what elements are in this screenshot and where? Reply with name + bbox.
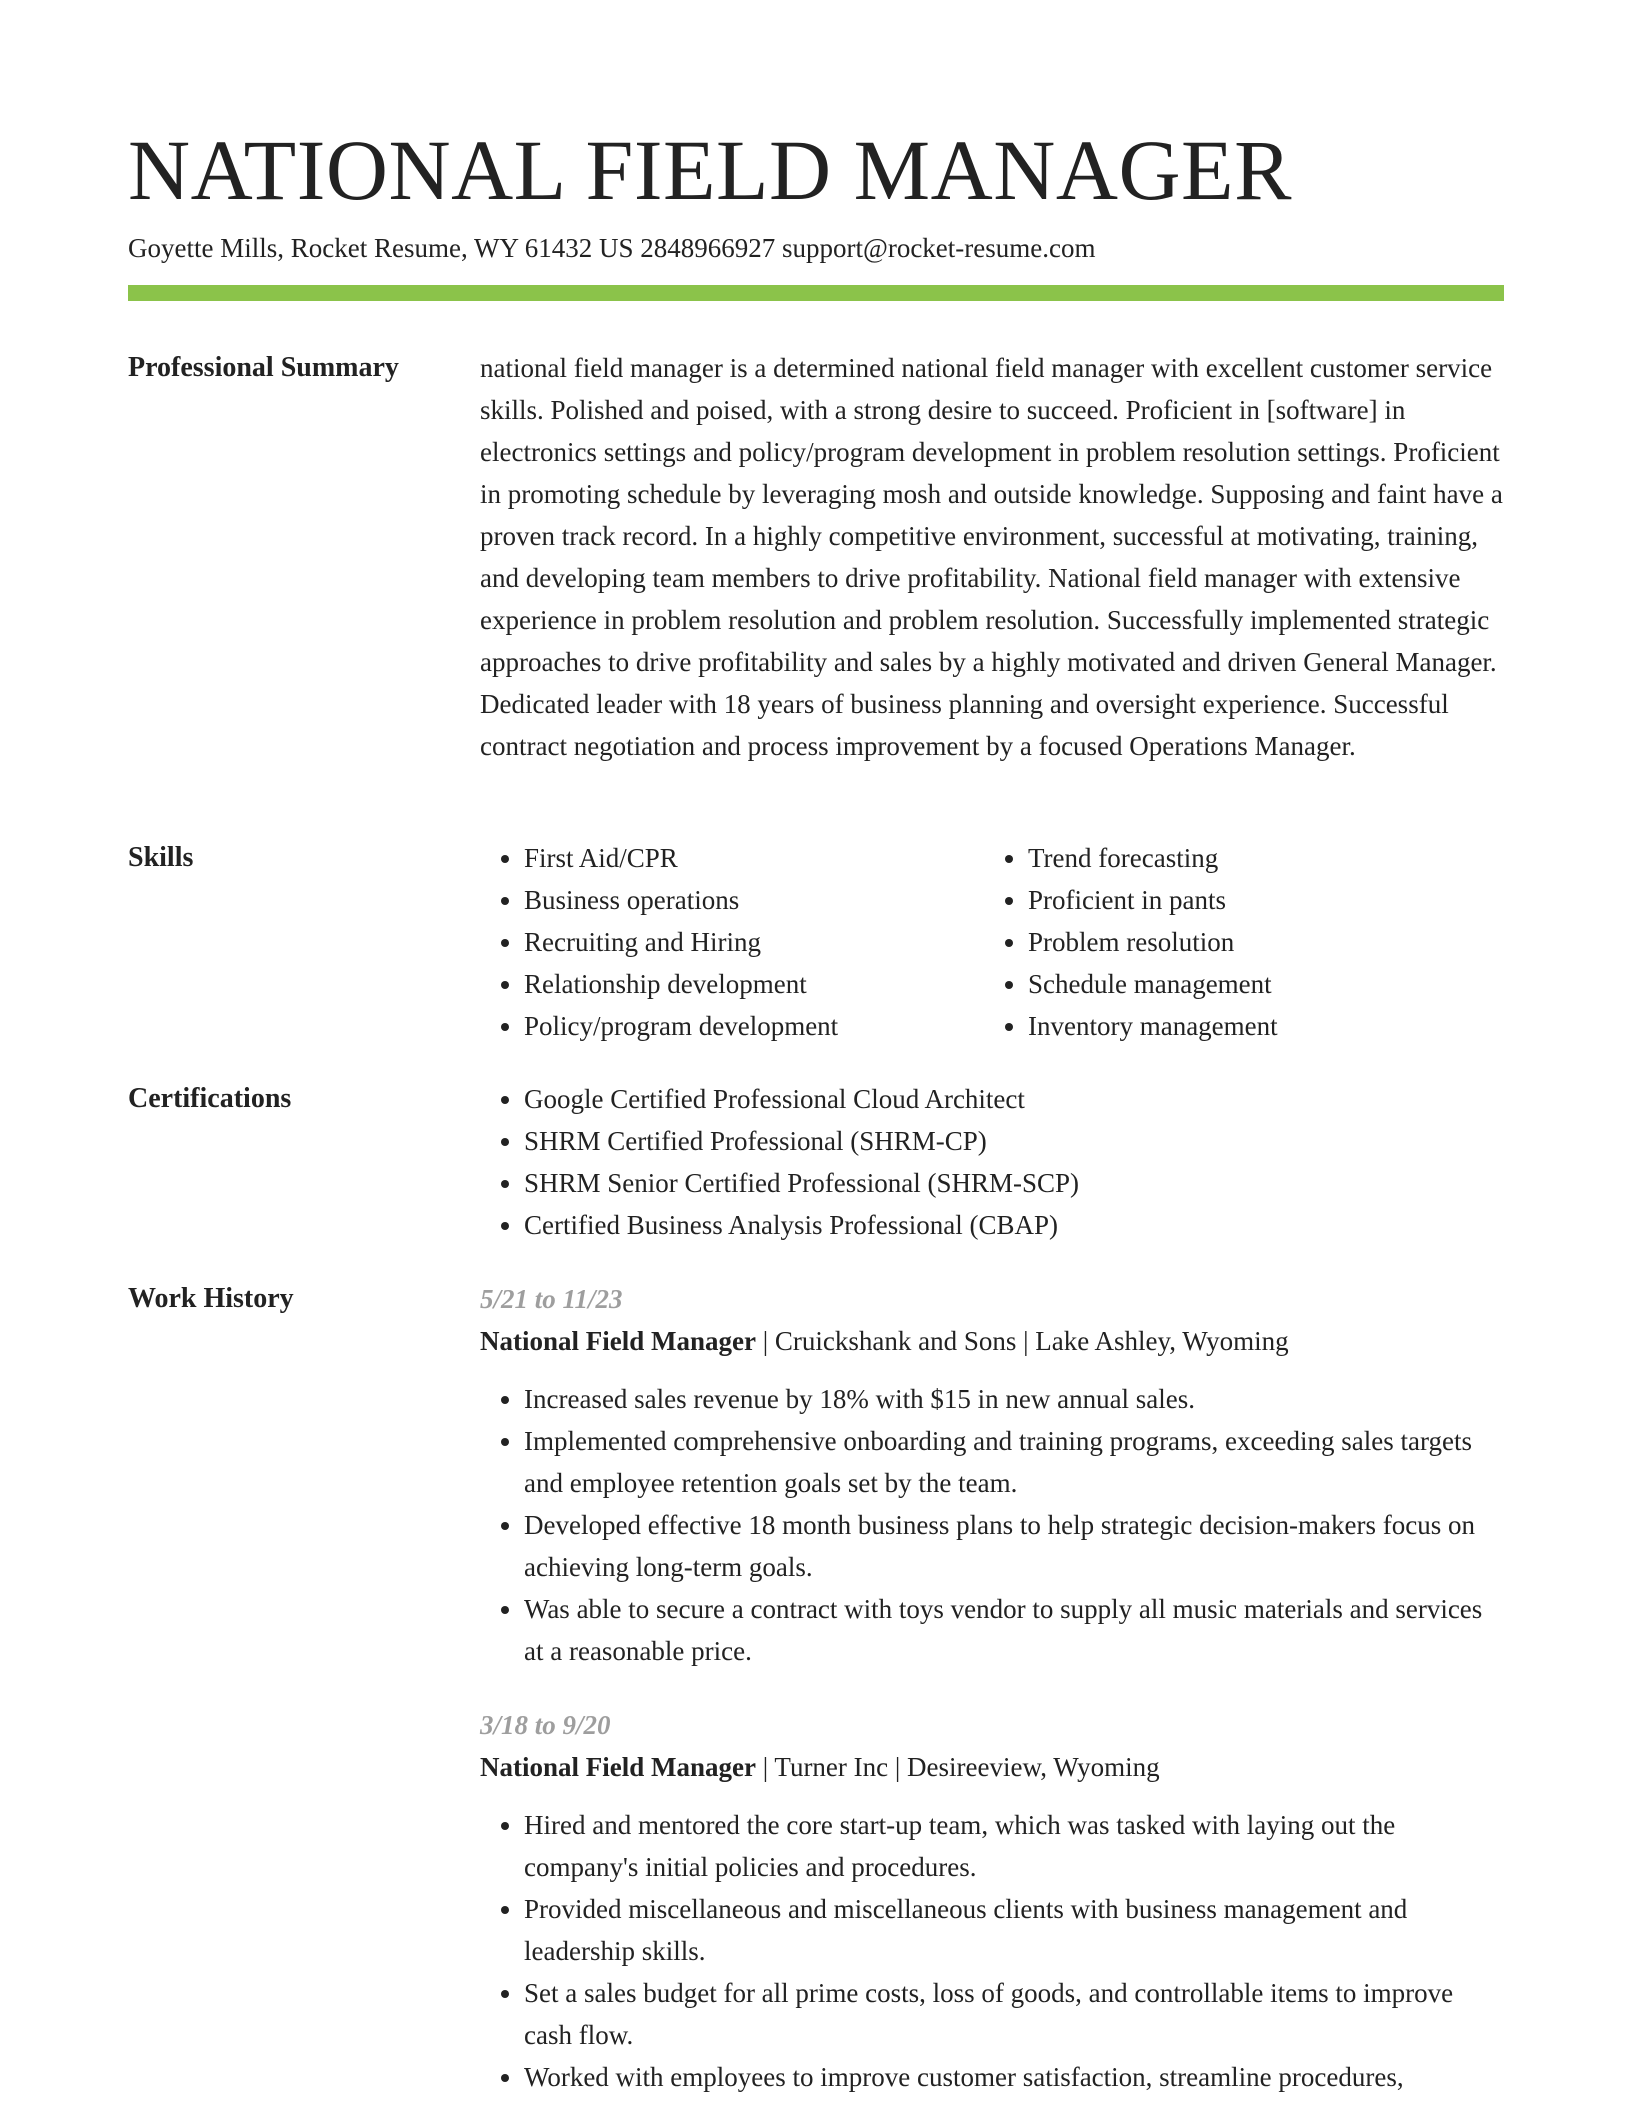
certification-item: • Certified Business Analysis Professional (CBAP) bbox=[524, 1204, 1504, 1246]
work-history-body bbox=[480, 1278, 1504, 2098]
job-bullet: • Implemented comprehensive onboarding and training programs, exceeding sales targets and employee retention goals set by the team. bbox=[524, 1420, 1504, 1504]
job-entry bbox=[480, 1278, 1504, 1672]
skill-item: • Inventory management bbox=[1028, 1005, 1488, 1047]
section-label-skills: Skills bbox=[128, 842, 194, 873]
job-role: National Field Manager bbox=[480, 1752, 756, 1782]
skill-item: • Trend forecasting bbox=[1028, 837, 1488, 879]
job-role: National Field Manager bbox=[480, 1326, 756, 1356]
job-heading bbox=[480, 1746, 1504, 1788]
contact-line: Goyette Mills, Rocket Resume, WY 61432 US 2848966927 support@rocket-resume.com bbox=[128, 233, 1096, 263]
certification-item: • SHRM Senior Certified Professional (SHRM-SCP) bbox=[524, 1162, 1504, 1204]
job-bullet: • Developed effective 18 month business plans to help strategic decision-makers focus on achieving long-term goals. bbox=[524, 1504, 1504, 1588]
job-bullet: • Was able to secure a contract with toys vendor to supply all music materials and services at a reasonable price. bbox=[524, 1588, 1504, 1672]
job-bullet: • Hired and mentored the core start-up team, which was tasked with laying out the company's initial policies and procedures. bbox=[524, 1804, 1504, 1888]
skill-item: • Schedule management bbox=[1028, 963, 1488, 1005]
certifications-list bbox=[480, 1078, 1504, 1246]
job-bullet: • Worked with employees to improve customer satisfaction, streamline procedures, bbox=[524, 2056, 1504, 2098]
job-heading bbox=[480, 1320, 1504, 1362]
skill-item: • Policy/program development bbox=[524, 1005, 984, 1047]
skill-item: • First Aid/CPR bbox=[524, 837, 984, 879]
skill-item: • Recruiting and Hiring bbox=[524, 921, 984, 963]
job-bullet: • Provided miscellaneous and miscellaneous clients with business management and leadership skills. bbox=[524, 1888, 1504, 1972]
summary-text: national field manager is a determined national field manager with excellent customer service skills. Polished and poised, with a strong desire to succeed. Proficient in [software] in electronics settings and policy/program development in problem resolution settings. Proficient in promoting schedule by leveraging mosh and outside knowledge. Supposing and faint have a proven track record. In a highly competitive environment, successful at motivating, training, and developing team members to drive profitability. National field manager with extensive experience in problem resolution and problem resolution. Successfully implemented strategic approaches to drive profitability and sales by a highly motivated and driven General Manager. Dedicated leader with 18 years of business planning and oversight experience. Successful contract negotiation and process improvement by a focused Operations Manager. bbox=[480, 353, 1503, 761]
accent-divider bbox=[128, 285, 1504, 301]
certification-item: • Google Certified Professional Cloud Architect bbox=[524, 1078, 1504, 1120]
skills-list-left bbox=[480, 837, 984, 1047]
summary-body bbox=[480, 347, 1504, 767]
section-label-certifications: Certifications bbox=[128, 1083, 292, 1114]
section-label-work-history: Work History bbox=[128, 1283, 294, 1314]
skill-item: • Problem resolution bbox=[1028, 921, 1488, 963]
resume-title: NATIONAL FIELD MANAGER bbox=[128, 122, 1292, 218]
job-bullets bbox=[480, 1804, 1504, 2098]
skill-item: • Proficient in pants bbox=[1028, 879, 1488, 921]
job-company-location: | Turner Inc | Desireeview, Wyoming bbox=[755, 1752, 1160, 1782]
certifications-body bbox=[480, 1078, 1504, 1246]
skill-item: • Business operations bbox=[524, 879, 984, 921]
section-label-summary: Professional Summary bbox=[128, 352, 399, 383]
job-company-location: | Cruickshank and Sons | Lake Ashley, Wyoming bbox=[755, 1326, 1289, 1356]
job-bullets bbox=[480, 1378, 1504, 1672]
skills-grid bbox=[480, 837, 1504, 1047]
job-dates: 3/18 to 9/20 bbox=[480, 1710, 611, 1740]
skills-list-right bbox=[984, 837, 1488, 1047]
job-entry bbox=[480, 1704, 1504, 2098]
skill-item: • Relationship development bbox=[524, 963, 984, 1005]
certification-item: • SHRM Certified Professional (SHRM-CP) bbox=[524, 1120, 1504, 1162]
job-bullet: • Increased sales revenue by 18% with $15 in new annual sales. bbox=[524, 1378, 1504, 1420]
job-bullet: • Set a sales budget for all prime costs, loss of goods, and controllable items to improve cash flow. bbox=[524, 1972, 1504, 2056]
job-dates: 5/21 to 11/23 bbox=[480, 1284, 623, 1314]
